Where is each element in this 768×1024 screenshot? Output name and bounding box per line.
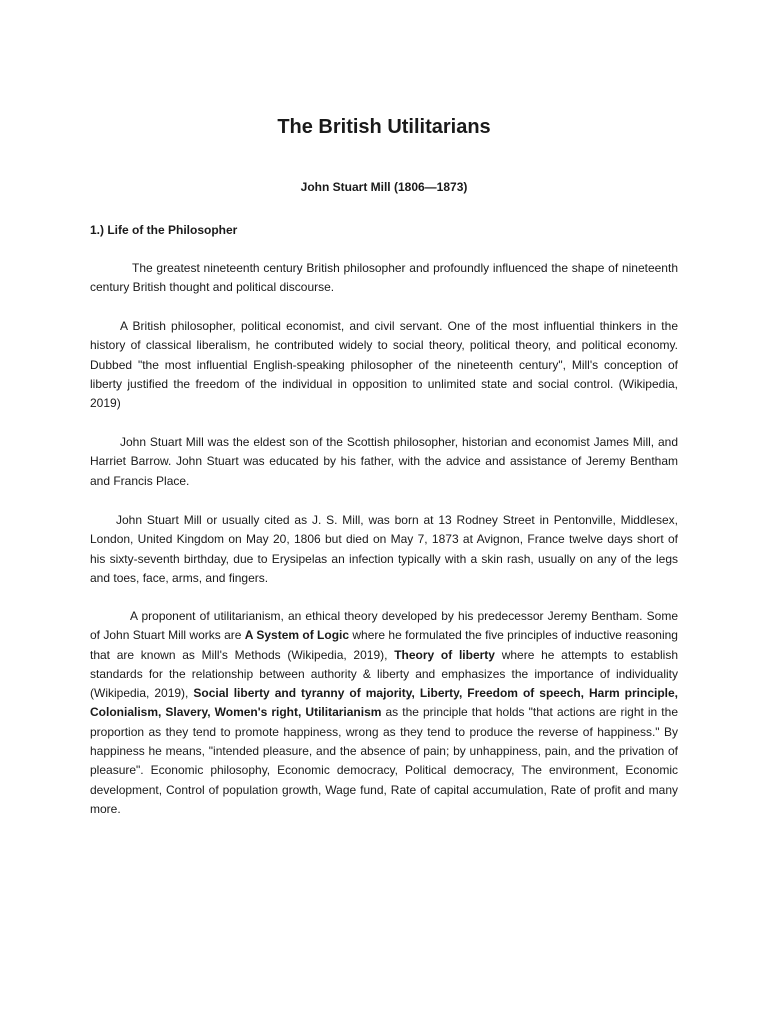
paragraph-2: A British philosopher, political economist, and civil servant. One of the most influential thinkers in the history of classical liberalism, he contributed widely to social theory, political theory, and political economy. Dubbed "the most influential English-speaking philosopher of the nineteenth century", Mill's conception of liberty justified the freedom of the individual in opposition to unlimited state and social control. (Wikipedia, 2019)	[90, 319, 678, 411]
paragraph-5-bold-2: Theory of liberty	[394, 647, 495, 662]
paragraph-4: John Stuart Mill or usually cited as J. S. Mill, was born at 13 Rodney Street in Pentonville, Middlesex, London, United Kingdom on May 20, 1806 but died on May 7, 1873 at Avignon, France twelve days short of his sixty-seventh birthday, due to Erysipelas an infection typically with a skin rash, usually on any of the legs and toes, face, arms, and fingers.	[90, 513, 678, 585]
paragraph-5	[90, 607, 678, 819]
section-heading: 1.) Life of the Philosopher	[90, 223, 238, 237]
paragraph-5-text-4: as the principle that holds "that actions are right in the proportion as they tend to promote happiness, wrong as they tend to produce the reverse of happiness." By happiness he means, "intended pleasure, and the absence of pain; by unhappiness, pain, and the privation of pleasure". Economic philosophy, Economic democracy, Political democracy, The environment, Economic development, Control of population growth, Wage fund, Rate of capital accumulation, Rate of profit and many more.	[90, 705, 678, 816]
paragraph-5-bold-1: A System of Logic	[244, 628, 350, 643]
paragraph-1: The greatest nineteenth century British philosopher and profoundly influenced the shape of nineteenth century British thought and political discourse.	[90, 261, 678, 295]
paragraph-5-text-2: where he formulated the five principles of inductive reasoning that are known as Mill's Methods (Wikipedia, 2019),	[90, 628, 678, 662]
document-subtitle: John Stuart Mill (1806—1873)	[300, 180, 468, 194]
paragraph-5-text-1: A proponent of utilitarianism, an ethical theory developed by his predecessor Jeremy Bentham. Some of John Stuart Mill works are	[90, 609, 678, 643]
paragraph-3: John Stuart Mill was the eldest son of the Scottish philosopher, historian and economist James Mill, and Harriet Barrow. John Stuart was educated by his father, with the advice and assistance of Jeremy Bentham and Francis Place.	[90, 435, 678, 488]
paragraph-5-bold-3: Social liberty and tyranny of majority, Liberty, Freedom of speech, Harm principle, Colonialism, Slavery, Women's right, Utilitarianism	[90, 686, 678, 720]
paragraph-5-text-3: where he attempts to establish standards for the relationship between authority & liberty and emphasizes the importance of individuality (Wikipedia, 2019),	[90, 647, 679, 701]
document-title: The British Utilitarians	[277, 116, 491, 138]
